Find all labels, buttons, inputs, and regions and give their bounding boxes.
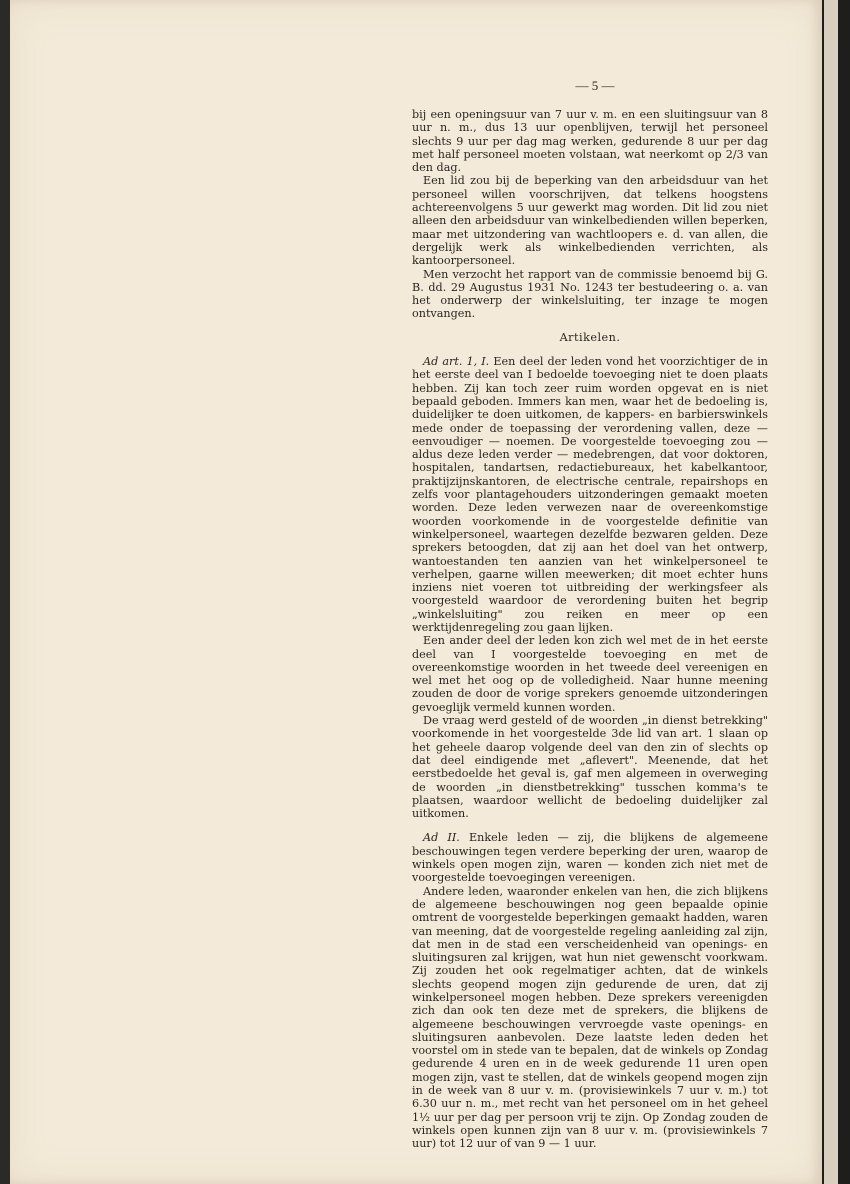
paragraph-intro-3: Men verzocht het rapport van de commissie benoemd bij G. B. dd. 29 Augustus 1931 No. 1243 ter bestudeering o. a. van het onderwerp der winkelsluiting, ter inzage te mogen ontvangen.: [412, 267, 768, 321]
section-heading: Artikelen.: [559, 330, 621, 344]
art-1-paragraph: [412, 355, 768, 634]
art-2-text: Enkele leden — zij, die blijkens de algemeene beschouwingen tegen verdere beperking der uren, waarop de winkels open mogen zijn, waren — konden zich niet met de voorgestelde toevoegingen vereenigen.: [412, 831, 768, 885]
art-1-paragraph-2: Een ander deel der leden kon zich wel met de in het eerste deel van I voorgestelde toevoeging en met de overeenkomstige woorden in het tweede deel vereenigen en wel met het oog op de volledigheid. Naar hunne meening zouden de door de vorige sprekers genoemde uitzonderingen gevoeglijk vermeld kunnen worden.: [412, 634, 768, 714]
art-2-paragraph: [412, 831, 768, 884]
paragraph-intro-1: bij een openingsuur van 7 uur v. m. en een sluitingsuur van 8 uur n. m., dus 13 uur openblijven, terwijl het personeel slechts 9 uur per dag mag werken, gedurende 8 uur per dag met half personeel moeten volstaan, wat neerkomt op 2/3 van den dag.: [412, 108, 768, 175]
art-2-paragraph-2: Andere leden, waaronder enkelen van hen, die zich blijkens de algemeene beschouwingen nog geen bepaalde opinie omtrent de voorgestelde beperkingen gemaakt hadden, waren van meening, dat de voorgestelde regeling aanleiding zal zijn, dat men in de stad een verscheidenheid van openings- en sluitingsuren zal krijgen, wat hun niet gewenscht voorkwam. Zij zouden het ook regelmatiger achten, dat de winkels slechts geopend mogen zijn gedurende de uren, dat zij winkelpersoneel mogen hebben. Deze sprekers vereenigden zich dan ook ten deze met de sprekers, die blijkens de algemeene beschouwingen vervroegde vaste openings- en sluitingsuren aanbevolen. Deze laatste leden deden het voorstel om in stede van te bepalen, dat de winkels op Zondag gedurende 4 uren en in de week gedurende 11 uren open mogen zijn, vast te stellen, dat de winkels geopend mogen zijn in de week van 8 uur v. m. (provisiewinkels 7 uur v. m.) tot 6.30 uur n. m., met recht van het personeel om in het geheel 1½ uur per dag per persoon vrij te zijn. Op Zondag zouden de winkels open kunnen zijn van 8 uur v. m. (provisiewinkels 7 uur) tot 12 uur of van 9 — 1 uur.: [412, 884, 768, 1151]
art-1-paragraph-3: De vraag werd gesteld of de woorden „in dienst betrekking" voorkomende in het voorgestelde 3de lid van art. 1 slaan op het geheele daarop volgende deel van den zin of slechts op dat deel eindigende met „aflevert". Meenende, dat het eerstbedoelde het geval is, gaf men algemeen in overweging de woorden „in dienstbetrekking" tusschen komma's te plaatsen, waardoor wellicht de bedoeling duidelijker zal uitkomen.: [412, 714, 768, 821]
paragraph-gap: [412, 820, 768, 831]
next-page-edge: [824, 0, 838, 1184]
art-2-label: Ad II.: [423, 831, 460, 845]
page-number: — 5 —: [575, 78, 615, 93]
text-column: [412, 108, 768, 1151]
paragraph-intro-2: Een lid zou bij de beperking van den arbeidsduur van het personeel willen voorschrijven, dat telkens hoogstens achtereenvolgens 5 uur gewerkt mag worden. Dit lid zou niet alleen den arbeidsduur van winkelbedienden willen beperken, maar met uitzondering van wachtloopers e. d. van allen, die dergelijk werk als winkelbedienden verrichten, als kantoorpersoneel.: [412, 174, 768, 268]
art-1-label: Ad art. 1, I.: [423, 355, 490, 369]
art-1-text: Een deel der leden vond het voorzichtiger de in het eerste deel van I bedoelde toevoeging niet te doen plaats hebben. Zij kan toch zeer ruim worden opgevat en is niet bepaald geboden. Immers kan men, waar het de bedoeling is, duidelijker te doen uitkomen, de kappers- en barbierswinkels mede onder de toepassing der verordening vallen, deze — eenvoudiger — noemen. De voorgestelde toevoeging zou — aldus deze leden verder — medebrengen, dat voor doktoren, hospitalen, tandartsen, redactiebureaux, het kabelkantoor, praktijzijnskantoren, de electrische centrale, repairshops en zelfs voor plantagehouders uitzonderingen gemaakt moeten worden. Deze leden verwezen naar de overeenkomstige woorden voorkomende in de voorgestelde definitie van winkelpersoneel, waartegen dezelfde bezwaren gelden. Deze sprekers betoogden, dat zij aan het doel van het ontwerp, wantoestanden ten aanzien van het winkelpersoneel te verhelpen, gaarne willen meewerken; dit moet echter huns inziens niet voeren tot uitbreiding der werkingsfeer als voorgesteld waardoor de verordening buiten het begrip „winkelsluiting" zou reiken en meer op een werktijdenregeling zou gaan lijken.: [412, 355, 768, 634]
